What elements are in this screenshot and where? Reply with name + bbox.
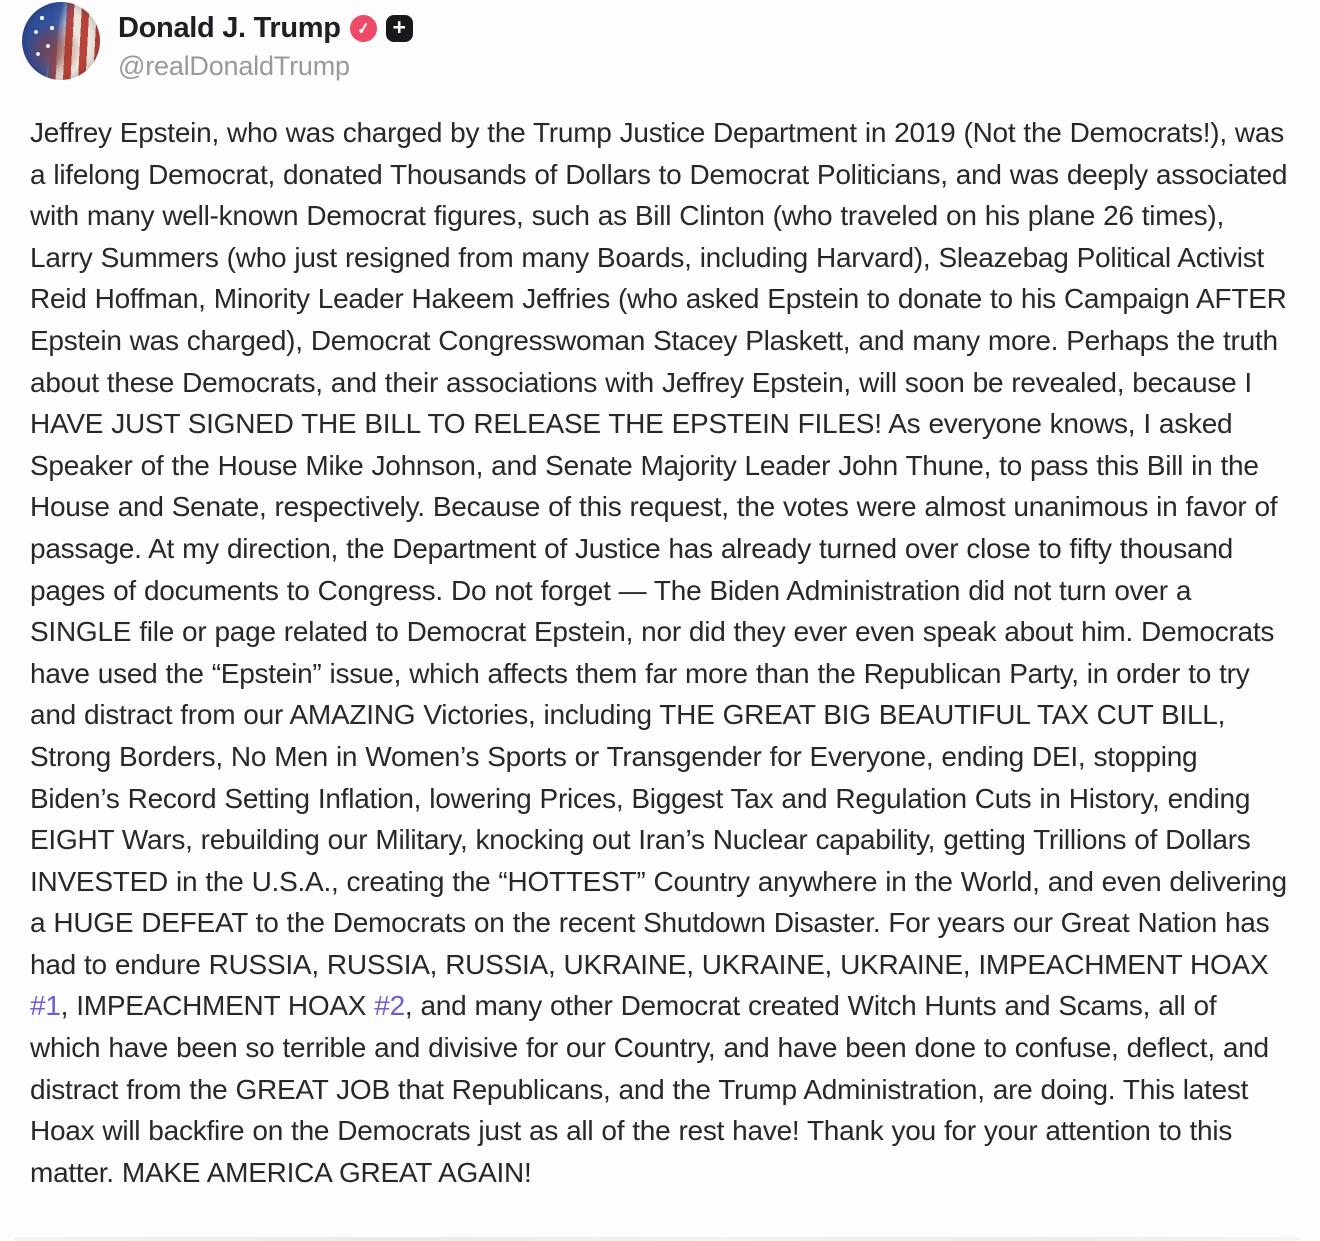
post-body xyxy=(30,112,1292,1193)
user-handle[interactable]: @realDonaldTrump xyxy=(118,51,350,81)
display-name[interactable]: Donald J. Trump xyxy=(118,12,341,44)
post-text-segment-2: , IMPEACHMENT HOAX xyxy=(60,990,375,1022)
post-text-segment-1: Jeffrey Epstein, who was charged by the Trump Justice Department in 2019 (Not the Democrats!), was a lifelong Democrat, donated Thousands of Dollars to Democrat Politicians, and was deeply associated with many well-known Democrat figures, such as Bill Clinton (who traveled on his plane 26 times), Larry Summers (who just resigned from many Boards, including Harvard), Sleazebag Political Activist Reid Hoffman, Minority Leader Hakeem Jeffries (who asked Epstein to donate to his Campaign AFTER Epstein was charged), Democrat Congresswoman Stacey Plaskett, and many more. Perhaps the truth about these Democrats, and their associations with Jeffrey Epstein, will soon be revealed, because I HAVE JUST SIGNED THE BILL TO RELEASE THE EPSTEIN FILES! As everyone knows, I asked Speaker of the House Mike Johnson, and Senate Majority Leader John Thune, to pass this Bill in the House and Senate, respectively. Because of this request, the votes were almost unanimous in favor of passage. At my direction, the Department of Justice has already turned over close to fifty thousand pages of documents to Congress. Do not forget — The Biden Administration did not turn over a SINGLE file or page related to Democrat Epstein, nor did they ever even speak about him. Democrats have used the “Epstein” issue, which affects them far more than the Republican Party, in order to try and distract from our AMAZING Victories, including THE GREAT BIG BEAUTIFUL TAX CUT BILL, Strong Borders, No Men in Women’s Sports or Transgender for Everyone, ending DEI, stopping Biden’s Record Setting Inflation, lowering Prices, Biggest Tax and Regulation Cuts in History, ending EIGHT Wars, rebuilding our Military, knocking out Iran’s Nuclear capability, getting Trillions of Dollars INVESTED in the U.S.A., creating the “HOTTEST” Country anywhere in the World, and even delivering a HUGE DEFEAT to the Democrats on the recent Shutdown Disaster. For years our Great Nation has had to endure RUSSIA, RUSSIA, RUSSIA, UKRAINE, UKRAINE, UKRAINE, IMPEACHMENT HOAX xyxy=(30,117,1288,980)
cropped-next-row-artifact xyxy=(14,1237,1300,1241)
hashtag-link-1[interactable]: #1 xyxy=(30,990,61,1022)
american-flag-face-avatar-icon[interactable] xyxy=(22,2,100,80)
post-header xyxy=(0,0,1320,82)
checkmark-icon: ✓ xyxy=(355,19,372,39)
truth-plus-badge-icon xyxy=(386,15,413,42)
verified-badge-icon xyxy=(348,13,378,43)
user-identity xyxy=(118,2,413,82)
plus-icon: + xyxy=(392,14,406,40)
post-text-segment-3: , and many other Democrat created Witch Hunts and Scams, all of which have been so terrible and divisive for our Country, and have been done to confuse, deflect, and distract from the GREAT JOB that Republicans, and the Trump Administration, are doing. This latest Hoax will backfire on the Democrats just as all of the rest have! Thank you for your attention to this matter. MAKE AMERICA GREAT AGAIN! xyxy=(30,990,1269,1188)
name-row xyxy=(118,12,413,45)
hashtag-link-2[interactable]: #2 xyxy=(374,990,405,1022)
